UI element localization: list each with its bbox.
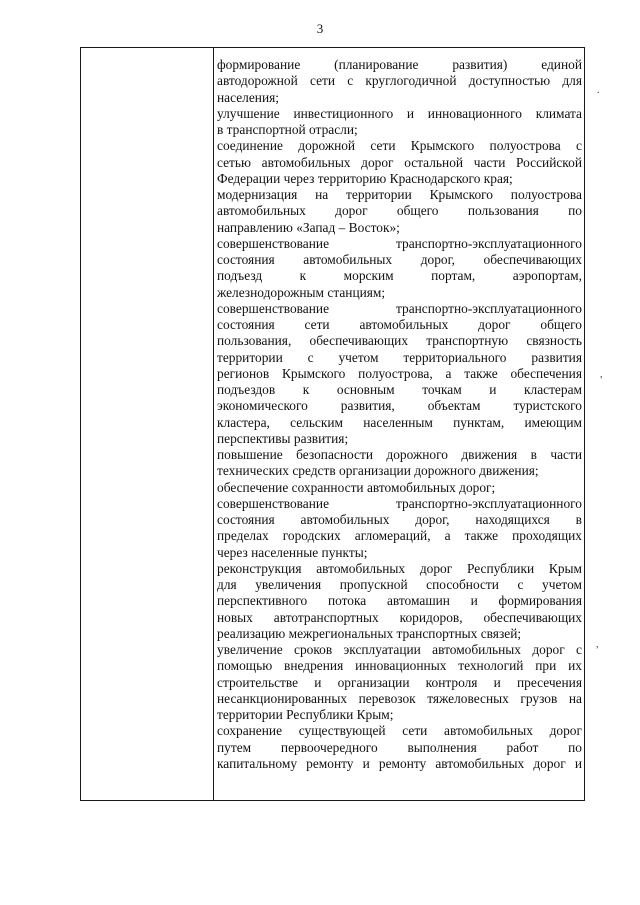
text-line: несанкционированных перевозок тяжеловесных грузов на (217, 690, 582, 706)
text-line: перспективного потока автомашин и формирования (217, 593, 582, 609)
text-line: направлению «Запад – Восток»; (217, 219, 400, 235)
text-line: совершенствование транспортно-эксплуатационного (217, 495, 582, 511)
text-line: сетью автомобильных дорог остальной части Российской (217, 154, 582, 170)
text-line: реконструкция автомобильных дорог Республики Крым (217, 560, 582, 576)
text-line: формирование (планирование развития) единой (217, 57, 582, 72)
table-text-cell (217, 57, 582, 772)
page-number: 3 (316, 21, 324, 36)
text-line: сохранение существующей сети автомобильных дорог (217, 723, 582, 739)
text-line: путем первоочередного выполнения работ по (217, 739, 582, 755)
text-line: автодорожной сети с круглогодичной доступностью для (217, 73, 582, 89)
table-left-cell (81, 48, 213, 800)
scan-mark: , (600, 369, 603, 380)
text-line: состояния автомобильных дорог, находящихся в (217, 512, 582, 527)
text-line: регионов Крымского полуострова, а также обеспечения (217, 365, 582, 381)
text-line: совершенствование транспортно-эксплуатационного (217, 235, 582, 251)
text-line: для увеличения пропускной способности с учетом (217, 577, 582, 592)
scan-mark: . (597, 85, 600, 96)
text-line: перспективы развития; (217, 430, 349, 446)
scan-mark: , (596, 639, 599, 650)
text-line: населения; (217, 89, 279, 105)
text-line: кластера, сельским населенным пунктам, имеющим (217, 414, 582, 430)
text-line: состояния сети автомобильных дорог общего (217, 317, 582, 332)
text-line: модернизация на территории Крымского полуострова (217, 187, 582, 202)
text-line: соединение дорожной сети Крымского полуострова с (217, 138, 582, 154)
text-line: пользования, обеспечивающих транспортную связность (217, 333, 582, 349)
text-line: новых автотранспортных коридоров, обеспечивающих (217, 609, 582, 625)
text-line: подъезд к морским портам, аэропортам, (217, 268, 582, 284)
text-line: увеличение сроков эксплуатации автомобильных дорог с (217, 642, 582, 657)
text-line: реализацию межрегиональных транспортных связей; (217, 625, 522, 641)
text-line: совершенствование транспортно-эксплуатационного (217, 300, 582, 316)
text-line: подъездов к основным точкам и кластерам (217, 382, 582, 397)
text-line: строительстве и организации контроля и пресечения (217, 674, 582, 690)
text-line: территории с учетом территориального развития (217, 349, 582, 365)
text-line: пределах городских агломераций, а также проходящих (217, 528, 582, 544)
text-line: технических средств организации дорожного движения; (217, 463, 539, 479)
text-line: автомобильных дорог общего пользования по (217, 203, 582, 219)
text-line: улучшение инвестиционного и инновационного климата (217, 105, 582, 121)
text-line: повышение безопасности дорожного движения в части (217, 447, 582, 462)
text-line: капитальному ремонту и ремонту автомобильных дорог и (217, 755, 582, 771)
text-line: территории Республики Крым; (217, 707, 394, 722)
text-line: состояния автомобильных дорог, обеспечивающих (217, 252, 582, 267)
text-line: Федерации через территорию Краснодарского края; (217, 170, 513, 186)
column-divider (213, 48, 214, 800)
document-table (80, 47, 585, 801)
text-line: обеспечение сохранности автомобильных дорог; (217, 479, 496, 495)
text-line: железнодорожным станциям; (217, 284, 386, 300)
text-line: в транспортной отрасли; (217, 122, 358, 137)
text-line: экономического развития, объектам туристского (217, 398, 582, 414)
text-line: через населенные пункты; (217, 544, 368, 560)
text-line: помощью внедрения инновационных технологий при их (217, 658, 582, 674)
